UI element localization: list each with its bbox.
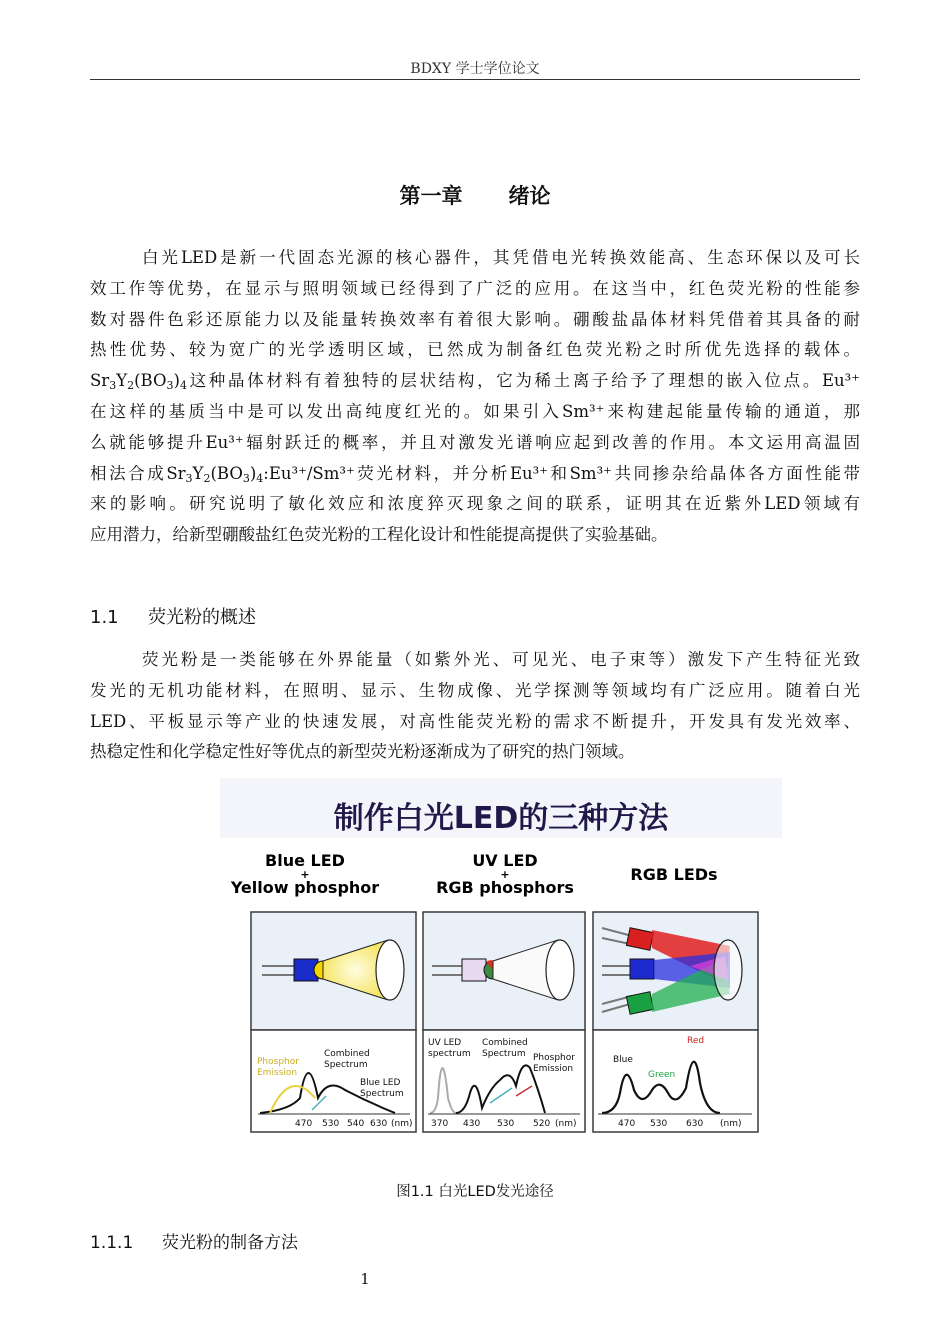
panel2-tick: (nm) (555, 1119, 577, 1129)
panel3-tick: 470 (618, 1119, 636, 1129)
panel1-tick: 470 (295, 1119, 313, 1129)
text-line: 发光的无机功能材料，在照明、显示、生物成像、光学探测等领域均有广泛应用。随着白光 (90, 680, 860, 700)
panel1-label2: Yellow phosphor (230, 878, 380, 897)
chapter-name: 绪论 (508, 184, 551, 208)
figure-svg (220, 768, 782, 1160)
text-line: 荧光粉是一类能够在外界能量（如紫外光、可见光、电子束等）激发下产生特征光致 (142, 650, 860, 669)
panel1-spec-label: Spectrum (324, 1060, 368, 1070)
text-line: 白光LED是新一代固态光源的核心器件，其凭借电光转换效能高、生态环保以及可长 (142, 248, 860, 267)
text-line: 在这样的基质当中是可以发出高纯度红光的。如果引入Sm³⁺来构建起能量传输的通道，那 (90, 401, 860, 421)
text-line (90, 366, 860, 397)
section-number: 1.1 (90, 607, 119, 628)
figure-white-led-methods (220, 768, 782, 1160)
panel1-label1: Blue LED (265, 851, 345, 870)
panel1-spec-label: Emission (257, 1068, 298, 1078)
header-rule (90, 79, 860, 80)
running-header: BDXY 学士学位论文 (410, 61, 540, 77)
panel1-tick: (nm) (391, 1119, 413, 1129)
panel1-tick: 630 (370, 1119, 388, 1129)
text-line: 热性优势、较为宽广的光学透明区域，已然成为制备红色荧光粉之时所优先选择的载体。 (90, 340, 860, 360)
panel2-tick: 530 (497, 1119, 515, 1129)
text-fragment: :Eu³⁺/Sm³⁺荧光材料，并分析Eu³⁺和Sm³⁺共同掺杂给晶体各方面性能带 (263, 463, 861, 483)
panel2-tick: 430 (463, 1119, 481, 1129)
text-line: 数对器件色彩还原能力以及能量转换效率有着很大影响。硼酸盐晶体材料凭借着其具备的耐 (90, 309, 860, 329)
text-line: 应用潜力，给新型硼酸盐红色荧光粉的工程化设计和性能提高提供了实验基础。 (90, 525, 668, 545)
subsection-title: 荧光粉的制备方法 (162, 1233, 298, 1253)
panel3-spectrum-frame (593, 1030, 758, 1132)
text-line: 么就能够提升Eu³⁺辐射跃迁的概率，并且对激发光谱响应起到改善的作用。本文运用高温固 (90, 432, 860, 452)
page-number: 1 (360, 1270, 370, 1288)
panel2-spec-label: UV LED (428, 1038, 462, 1048)
panel3-label1: RGB LEDs (630, 865, 718, 884)
formula-sr3y2bo34: $Sr_3Y_2(BO_3)_4$ (166, 463, 264, 485)
panel2-spec-label: Phosphor (533, 1053, 575, 1063)
panel1-spec-label: Combined (324, 1049, 370, 1059)
chapter-number: 第一章 (399, 184, 463, 208)
panel1-spec-label: Phosphor (257, 1057, 299, 1067)
section-heading-1-1 (90, 603, 256, 629)
panel3-spec-label: Blue (613, 1055, 633, 1065)
subsection-heading-1-1-1 (90, 1228, 298, 1253)
panel2-spec-label: Combined (482, 1038, 528, 1048)
intro-paragraph (90, 243, 860, 551)
section-title: 荧光粉的概述 (148, 607, 256, 628)
panel3-tick: 630 (686, 1119, 704, 1129)
formula-sr3y2bo34: $Sr_3Y_2(BO_3)_4$ (90, 371, 187, 393)
chapter-title (90, 180, 860, 210)
text-line: LED、平板显示等产业的快速发展，对高性能荧光粉的需求不断提升，开发具有发光效率、 (90, 711, 860, 731)
text-fragment: 这种晶体材料有着独特的层状结构，它为稀土离子给予了理想的嵌入位点。Eu³⁺ (186, 371, 860, 391)
panel1-spec-label: Blue LED (360, 1078, 401, 1088)
panel3-tick: (nm) (720, 1119, 742, 1129)
panel2-label1: UV LED (472, 851, 538, 870)
panel1-tick: 530 (322, 1119, 340, 1129)
panel2-plus: + (500, 868, 510, 881)
text-line: 热稳定性和化学稳定性好等优点的新型荧光粉逐渐成为了研究的热门领域。 (90, 742, 635, 762)
panel2-label2: RGB phosphors (436, 878, 574, 897)
panel1-spec-label: Spectrum (360, 1089, 404, 1099)
panel2-spec-label: spectrum (428, 1049, 471, 1059)
text-line (90, 459, 860, 490)
panel2-spec-label: Emission (533, 1064, 574, 1074)
figure-caption: 图1.1 白光LED发光途径 (396, 1184, 554, 1200)
panel2-tick: 520 (533, 1119, 551, 1129)
panel1-tick: 540 (347, 1119, 365, 1129)
section-paragraph (90, 645, 860, 768)
text-fragment: 相法合成 (90, 463, 167, 483)
panel2-tick: 370 (431, 1119, 449, 1129)
text-line: 来的影响。研究说明了敏化效应和浓度猝灭现象之间的联系，证明其在近紫外LED领域有 (90, 494, 860, 514)
figure-title: 制作白光LED的三种方法 (333, 801, 669, 836)
panel3-spec-label: Green (648, 1070, 676, 1080)
panel1-plus: + (300, 868, 310, 881)
panel2-spec-label: Spectrum (482, 1049, 526, 1059)
panel3-tick: 530 (650, 1119, 668, 1129)
panel3-spec-label: Red (687, 1036, 705, 1046)
text-line: 效工作等优势，在显示与照明领域已经得到了广泛的应用。在这当中，红色荧光粉的性能参 (90, 278, 860, 298)
subsection-number: 1.1.1 (90, 1233, 134, 1253)
